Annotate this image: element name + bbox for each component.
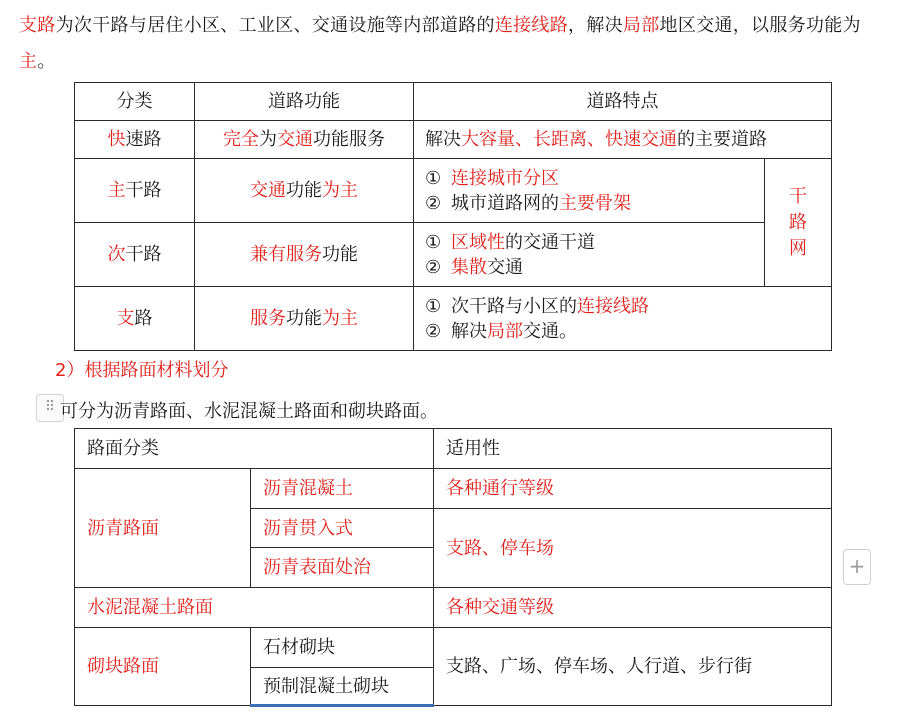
- feature-text: 次干路与小区的: [451, 295, 577, 317]
- table-header-row: [75, 83, 832, 121]
- function-text: 功能: [322, 244, 358, 265]
- function-cell: [195, 159, 414, 223]
- intro-text: 局部: [622, 15, 660, 36]
- item-number: ①: [425, 167, 442, 189]
- header-cell: 道路特点: [414, 83, 832, 121]
- intro-text: 地区交通，以服务功能为: [659, 15, 861, 36]
- feature-text: 交通。: [523, 320, 577, 342]
- table-row: [75, 121, 832, 159]
- intro-text: 连接线路: [494, 15, 569, 36]
- header-cell: 适用性: [434, 429, 832, 469]
- header-cell: 分类: [75, 83, 195, 121]
- add-block-button[interactable]: +: [843, 549, 871, 585]
- function-text: 为主: [322, 180, 358, 201]
- function-text: 功能: [286, 308, 322, 329]
- feature-text: 连接城市分区: [451, 167, 559, 189]
- feature-text: 区域性: [451, 231, 505, 253]
- header-cell: 道路功能: [195, 83, 414, 121]
- table-row: [75, 159, 832, 223]
- feature-text: 的交通干道: [505, 231, 595, 253]
- header-cell: 路面分类: [75, 429, 434, 469]
- class-text: 快: [107, 129, 126, 150]
- function-text: 兼有服务: [250, 244, 322, 265]
- function-cell: [195, 121, 414, 159]
- feature-cell: [414, 121, 832, 159]
- pavement-subtype-cell: 沥青混凝土: [251, 469, 434, 509]
- vertical-char: 网: [789, 237, 807, 259]
- intro-text: 为次干路与居住小区、工业区、交通设施等内部道路的: [55, 15, 495, 36]
- feature-text: 解决: [425, 129, 461, 150]
- pavement-subtype-cell: 石材砌块: [251, 628, 434, 668]
- function-text: 功能: [286, 180, 322, 201]
- usage-cell: 各种通行等级: [434, 469, 832, 509]
- pavement-subtype-cell: 沥青表面处治: [251, 548, 434, 588]
- class-text: 干路: [125, 180, 162, 201]
- pavement-subtype-cell: 沥青贯入式: [251, 509, 434, 548]
- feature-line: [425, 319, 831, 344]
- table-row: [75, 469, 832, 509]
- feature-line: [425, 230, 764, 255]
- class-text: 次: [107, 244, 126, 265]
- paragraph: 可分为沥青路面、水泥混凝土路面和砌块路面。: [60, 401, 438, 422]
- class-text: 主: [107, 180, 126, 201]
- table-header-row: [75, 429, 832, 469]
- vertical-char: 路: [789, 211, 807, 233]
- pavement-type-cell: 水泥混凝土路面: [75, 588, 434, 628]
- class-cell: [75, 287, 195, 351]
- function-text: 交通: [277, 129, 313, 150]
- feature-line: [425, 166, 764, 191]
- road-function-table: [74, 82, 832, 351]
- feature-text: 集散: [451, 256, 487, 278]
- table-row: [75, 588, 832, 628]
- feature-text: 交通: [487, 256, 523, 278]
- item-number: ①: [425, 295, 442, 317]
- intro-text: 支路: [19, 15, 56, 36]
- feature-text: 的主要道路: [677, 129, 767, 150]
- feature-line: [425, 294, 831, 319]
- feature-line: [425, 255, 764, 280]
- usage-cell: 支路、广场、停车场、人行道、步行街: [434, 628, 832, 706]
- class-cell: [75, 159, 195, 223]
- drag-handle-icon[interactable]: ⠿: [36, 394, 64, 422]
- feature-line: [425, 191, 764, 216]
- feature-cell: [414, 223, 765, 287]
- function-text: 为主: [322, 308, 358, 329]
- function-text: 为: [259, 129, 277, 150]
- table-row: [75, 223, 832, 287]
- trunk-network-label: [765, 159, 832, 287]
- usage-cell: 支路、停车场: [434, 509, 832, 588]
- table-row: [75, 287, 832, 351]
- feature-text: 大容量、长距离、快速交通: [461, 129, 677, 150]
- function-text: 功能服务: [313, 129, 385, 150]
- pavement-table: [74, 428, 832, 707]
- feature-text: 城市道路网的: [451, 192, 559, 214]
- pavement-type-cell: 沥青路面: [75, 469, 251, 588]
- class-text: 干路: [125, 244, 162, 265]
- pavement-type-cell: 砌块路面: [75, 628, 251, 706]
- feature-cell: [414, 287, 832, 351]
- item-number: ①: [425, 231, 442, 253]
- vertical-char: 干: [789, 185, 807, 207]
- table-row: [75, 628, 832, 668]
- function-text: 服务: [250, 308, 286, 329]
- function-text: 交通: [250, 180, 286, 201]
- class-text: 路: [134, 308, 153, 329]
- feature-text: 主要骨架: [559, 192, 631, 214]
- class-text: 速路: [125, 129, 162, 150]
- item-number: ②: [425, 320, 442, 342]
- intro-text: 主: [19, 51, 38, 72]
- usage-cell: 各种交通等级: [434, 588, 832, 628]
- class-cell: [75, 121, 195, 159]
- section-heading: 2）根据路面材料划分: [55, 360, 229, 381]
- intro-text: ，解决: [568, 15, 623, 36]
- class-text: 支: [116, 308, 135, 329]
- feature-text: 解决: [451, 320, 487, 342]
- function-cell: [195, 223, 414, 287]
- feature-text: 局部: [487, 320, 523, 342]
- pavement-subtype-cell: 预制混凝土砌块: [251, 668, 434, 706]
- feature-text: 连接线路: [577, 295, 649, 317]
- feature-cell: [414, 159, 765, 223]
- intro-paragraph: [19, 8, 894, 80]
- function-text: 完全: [223, 129, 259, 150]
- function-cell: [195, 287, 414, 351]
- class-cell: [75, 223, 195, 287]
- item-number: ②: [425, 192, 442, 214]
- item-number: ②: [425, 256, 442, 278]
- intro-text: 。: [37, 51, 56, 72]
